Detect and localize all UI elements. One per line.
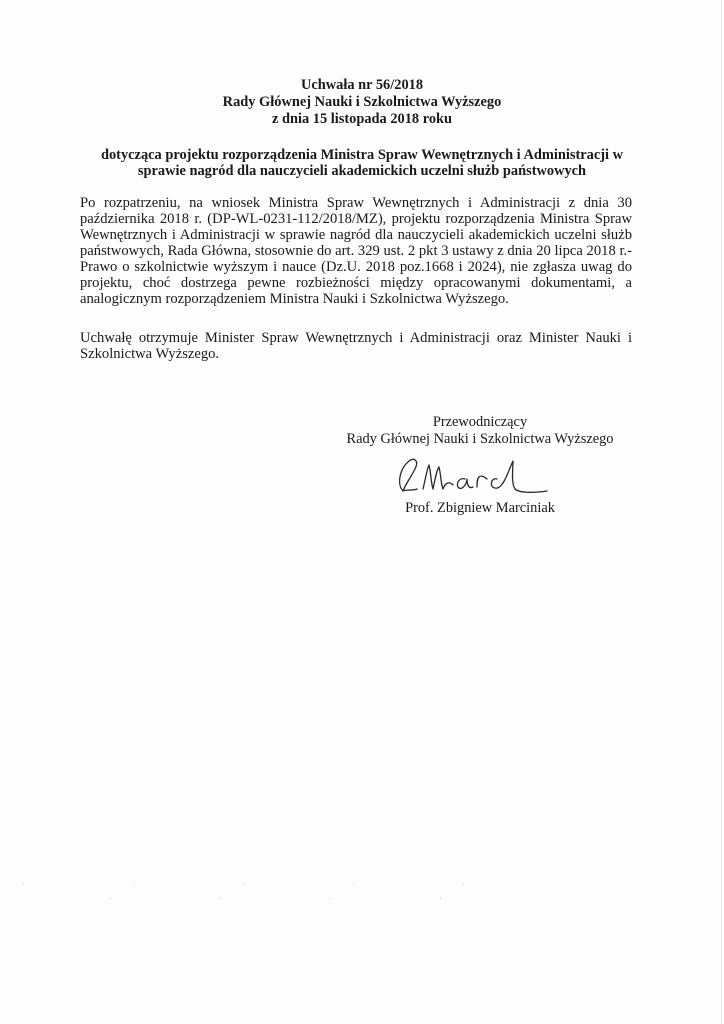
signature-stroke: [457, 479, 473, 489]
paragraph-line: Prawo o szkolnictwie wyższym i nauce (Dz.U. 2018 poz.1668 i 2024), nie zgłasza uwag do: [80, 259, 632, 275]
paragraph-line: Wewnętrznych i Administracji w sprawie nagród dla nauczycieli akademickich uczelni służb: [80, 227, 632, 243]
signatory-role: Przewodniczący: [432, 414, 528, 430]
handwritten-signature: [393, 455, 553, 497]
scan-speck: [440, 898, 441, 899]
scan-speck: [23, 883, 24, 884]
scan-speck: [463, 884, 464, 885]
signature-stroke: [503, 461, 547, 492]
signature-stroke: [400, 459, 417, 491]
scan-speck: [353, 884, 354, 885]
paragraph-line: projektu, choć dostrzega pewne rozbieżności między opracowanymi dokumentami, a: [80, 275, 632, 291]
signature-stroke: [423, 465, 453, 489]
paragraph-line: analogicznym rozporządzeniem Ministra Nauki i Szkolnictwa Wyższego.: [80, 291, 509, 307]
signature-stroke: [477, 476, 487, 487]
scan-speck: [330, 898, 331, 899]
signature-stroke: [491, 479, 503, 488]
subject-line: dotycząca projektu rozporządzenia Ministra Spraw Wewnętrznych i Administracji w: [100, 147, 623, 163]
scan-speck: [133, 884, 134, 885]
resolution-date: z dnia 15 listopada 2018 roku: [271, 111, 453, 127]
scan-speck: [220, 898, 221, 899]
signatory-name: Prof. Zbigniew Marciniak: [405, 500, 555, 516]
resolution-title: Uchwała nr 56/2018: [300, 77, 424, 93]
paragraph-line: Uchwałę otrzymuje Minister Spraw Wewnętrznych i Administracji oraz Minister Nauki i: [80, 330, 632, 346]
scan-speck: [243, 884, 244, 885]
resolution-issuer: Rady Głównej Nauki i Szkolnictwa Wyższego: [222, 94, 502, 110]
scan-speck: [110, 898, 111, 899]
paragraph-line: Po rozpatrzeniu, na wniosek Ministra Spraw Wewnętrznych i Administracji z dnia 30: [80, 195, 632, 211]
paragraph-line: października 2018 r. (DP-WL-0231-112/2018/MZ), projektu rozporządzenia Ministra Spraw: [80, 211, 632, 227]
signatory-body: Rady Głównej Nauki i Szkolnictwa Wyższego: [346, 431, 614, 447]
paragraph-line: Szkolnictwa Wyższego.: [80, 346, 220, 362]
paragraph-line: państwowych, Rada Główna, stosownie do art. 329 ust. 2 pkt 3 ustawy z dnia 20 lipca 2018 r.-: [80, 243, 632, 259]
subject-line: sprawie nagród dla nauczycieli akademickich uczelni służb państwowych: [137, 163, 587, 179]
